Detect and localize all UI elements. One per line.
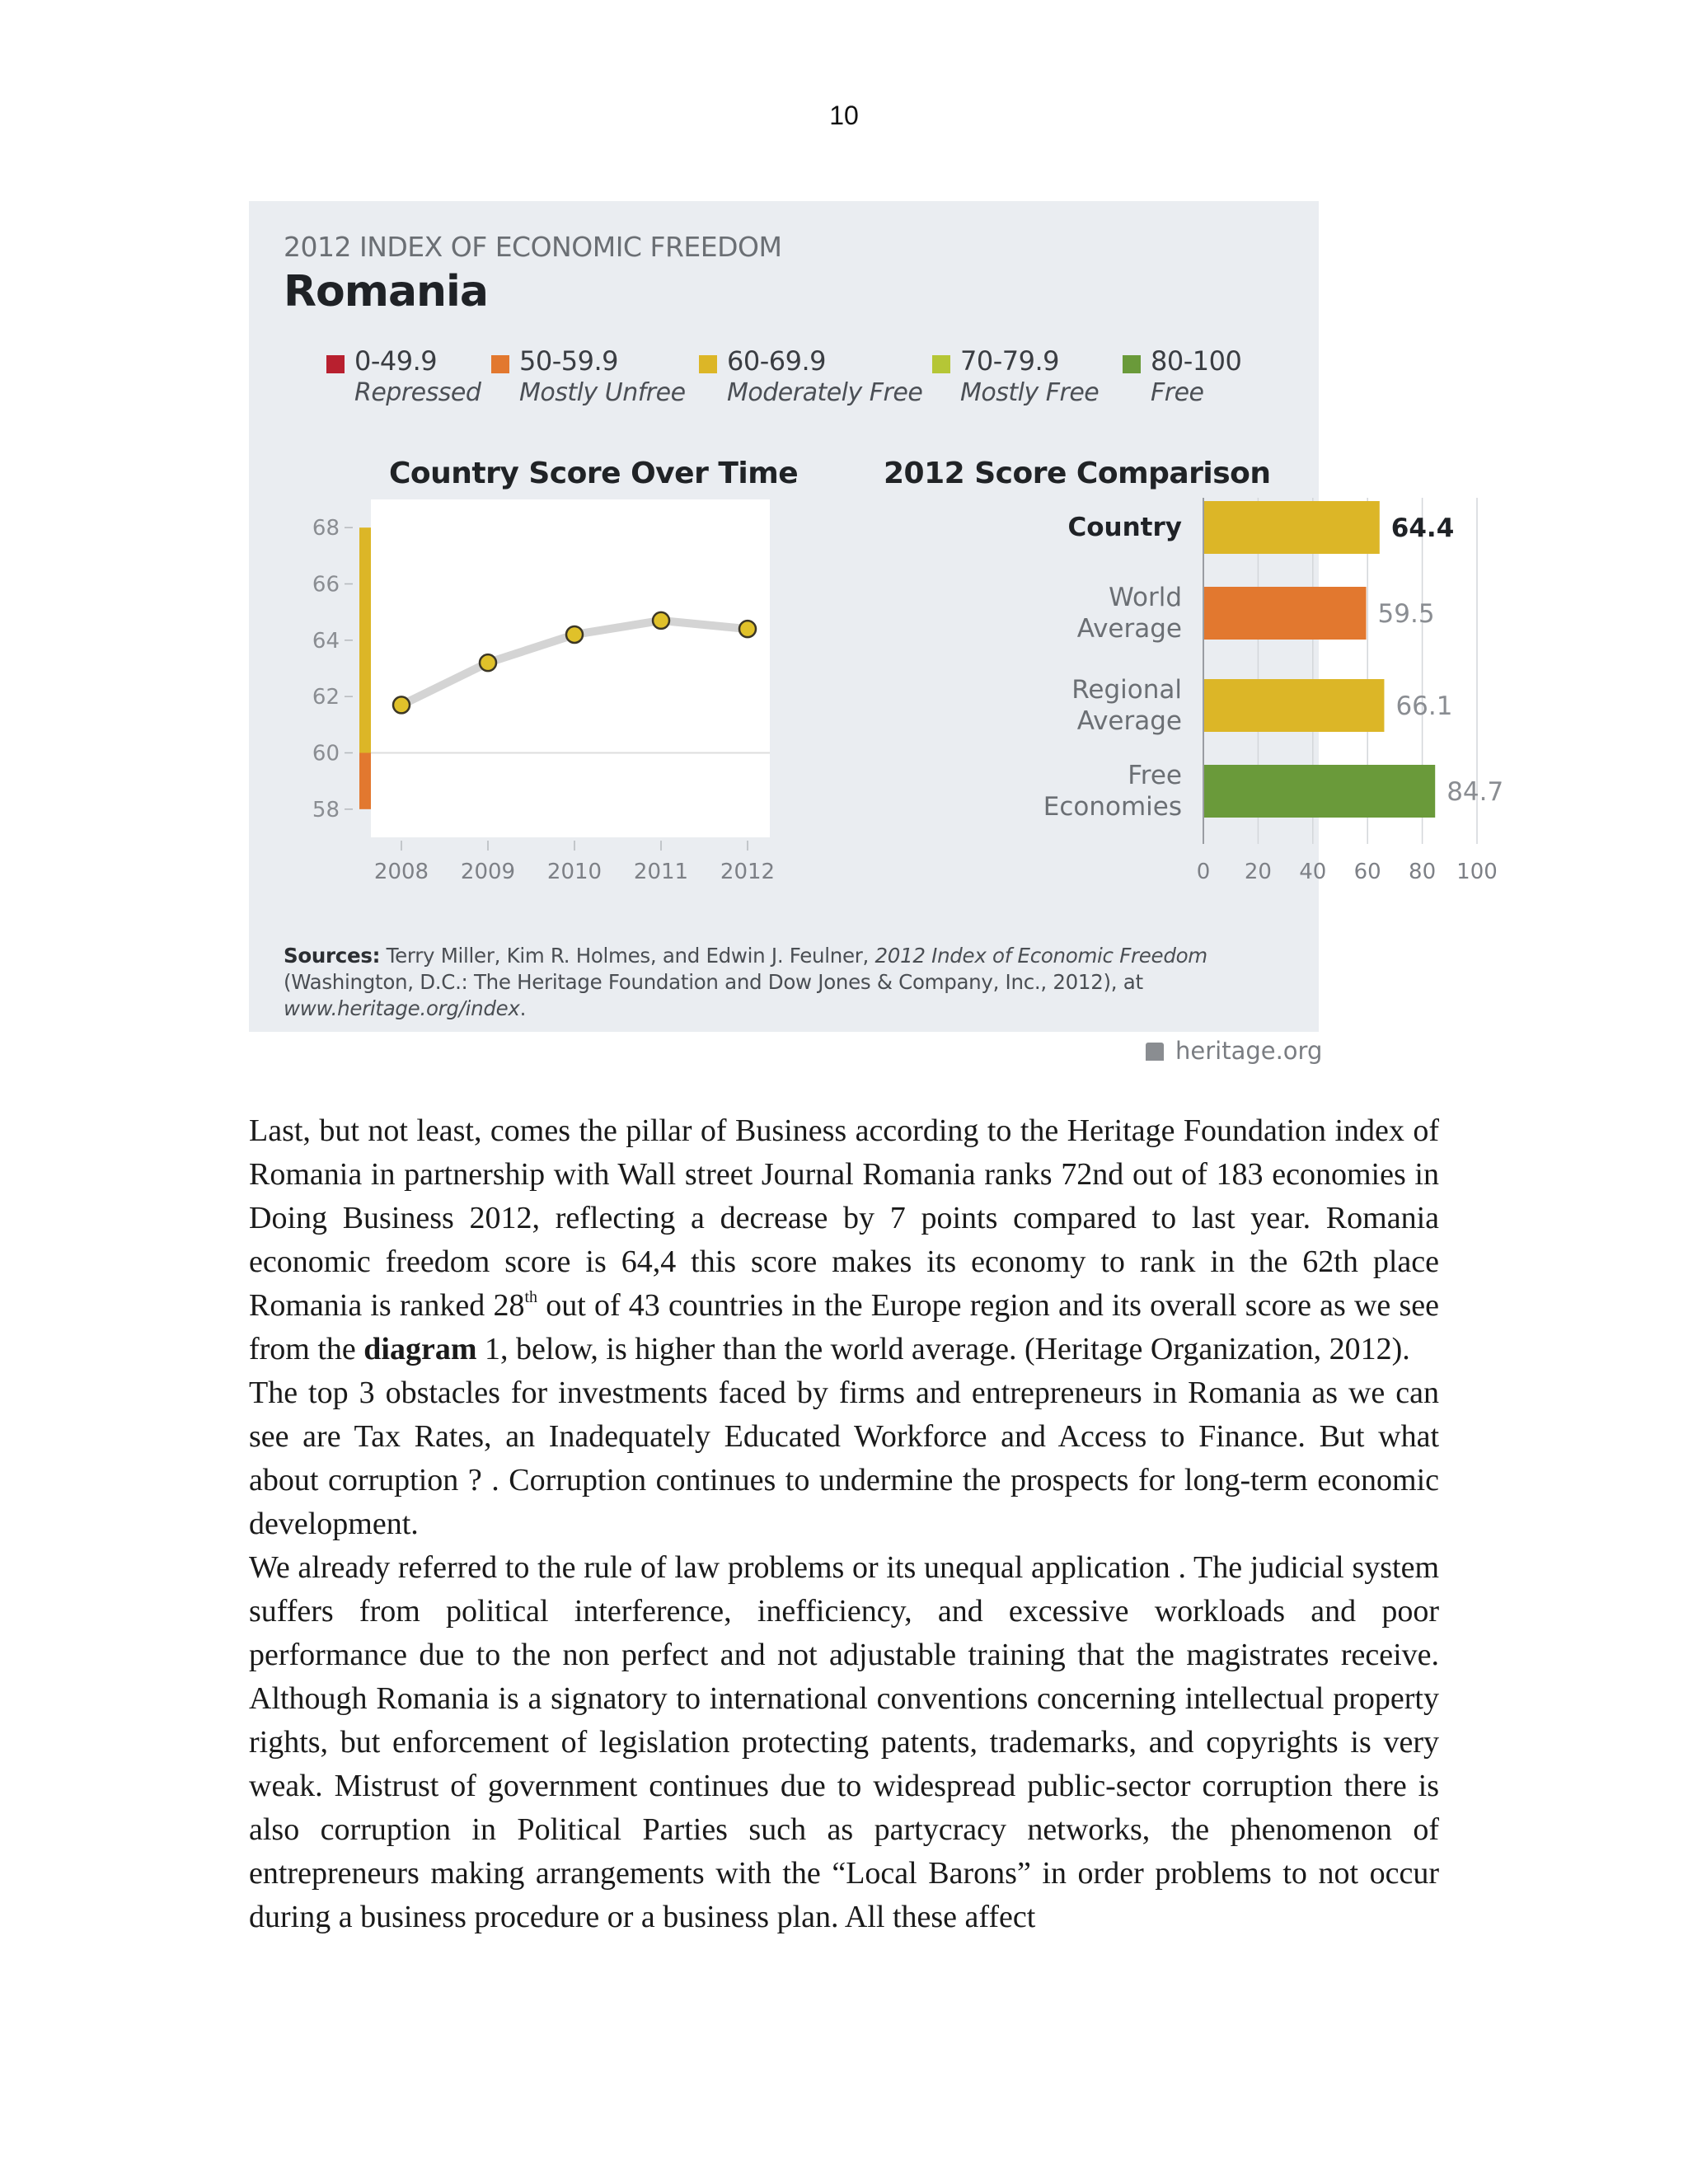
body-text [249,1109,1439,1939]
axis-band-mostly-unfree [359,753,371,809]
sources-url: www.heritage.org/index [284,996,520,1020]
bar-value-label: 64.4 [1390,513,1455,543]
sources-end: . [519,996,527,1020]
x-tick-label: 80 [1409,860,1437,884]
legend-swatch [326,355,345,373]
score-point [566,626,583,643]
score-point [739,621,756,637]
legend-range: 0-49.9 [354,345,438,377]
sources-text: Terry Miller, Kim R. Holmes, and Edwin J. Feulner, [380,944,875,968]
figure-subtitle: 2012 INDEX OF ECONOMIC FREEDOM [284,231,782,263]
figure-credit [1146,1037,1322,1065]
legend-label: Mostly Free [960,378,1100,407]
x-tick-label: 60 [1353,860,1381,884]
legend-range: 80-100 [1151,345,1242,377]
comparison-bar [1203,501,1380,554]
legend-label: Mostly Unfree [519,378,686,407]
comparison-bar [1203,587,1367,640]
x-tick-label: 2009 [460,860,516,884]
comparison-bar [1203,765,1435,818]
paragraph-3: We already referred to the rule of law problems or its unequal application . The judicial system suffers from political interference, inefficiency, and excessive workloads and poor performance due to the non perfect and not adjustable training that the magistrates receive. Although Romania is a signatory to international conventions concerning intellectual property rights, but enforcement of legislation protecting patents, trademarks, and copyrights is very weak. Mistrust of government continues due to widespread public-sector corruption there is also corruption in Political Parties such as partycracy networks, the phenomenon of entrepreneurs making arrangements with the “Local Barons” in order problems to not occur during a business procedure or a business plan. All these affect [249,1550,1439,1934]
score-comparison-chart [760,498,1504,959]
bell-icon [1146,1043,1164,1061]
axis-band-moderately-free [359,527,371,752]
x-tick-label: 20 [1244,860,1272,884]
legend-swatch [932,355,950,373]
y-tick-label: 60 [312,741,340,766]
paragraph-1 [249,1109,1439,1371]
economic-freedom-figure [249,201,1504,1032]
category-label: Regional [1071,675,1182,705]
p1-text-c: 1, below, is higher than the world average. (Heritage Organization, 2012). [476,1332,1410,1366]
credit-text: heritage.org [1175,1037,1323,1065]
p1-bold: diagram [363,1332,477,1366]
bar-value-label: 84.7 [1447,777,1504,807]
score-point [480,654,496,671]
figure-country-title: Romania [284,267,488,316]
legend-label: Moderately Free [727,378,923,407]
p1-superscript: th [524,1288,538,1306]
comparison-bar [1203,679,1384,732]
legend-range: 60-69.9 [727,345,827,377]
legend-range: 70-79.9 [960,345,1060,377]
legend-range: 50-59.9 [519,345,619,377]
sources-text-2: (Washington, D.C.: The Heritage Foundation and Dow Jones & Company, Inc., 2012), at [284,970,1143,994]
x-tick-label: 2008 [373,860,429,884]
legend-swatch [1123,355,1141,373]
y-tick-label: 58 [312,797,340,823]
x-tick-label: 2011 [633,860,689,884]
figure-sources [284,943,1306,1022]
legend-label: Free [1151,378,1204,407]
category-label: Country [1067,513,1182,542]
sources-label: Sources: [284,944,381,968]
x-tick-label: 0 [1196,860,1211,884]
category-label: Average [1076,706,1182,736]
line-chart-title: Country Score Over Time [389,457,799,490]
bar-value-label: 59.5 [1377,599,1435,629]
page-number: 10 [829,101,859,130]
x-tick-label: 2012 [720,860,776,884]
x-tick-label: 2010 [546,860,603,884]
category-label: Free [1128,761,1182,790]
plot-area [371,499,770,837]
y-tick-label: 62 [312,685,340,710]
x-tick-label: 40 [1299,860,1327,884]
sources-title: 2012 Index of Economic Freedom [874,944,1207,968]
category-label: Economies [1043,792,1182,822]
y-tick-label: 68 [312,516,340,541]
bar-value-label: 66.1 [1395,691,1453,721]
paragraph-2: The top 3 obstacles for investments faced by firms and entrepreneurs in Romania as we can see are Tax Rates, an Inadequately Educated Workforce and Access to Finance. But what about corruption ? . Corruption continues to undermine the prospects for long-term economic development. [249,1376,1439,1541]
y-tick-label: 66 [312,572,340,598]
legend-swatch [491,355,509,373]
legend-swatch [699,355,717,373]
p1-text-b: out of 43 countries in the Europe region and its overall score as we see from the [249,1288,1439,1366]
y-tick-label: 64 [312,628,340,654]
score-point [393,696,410,713]
bar-chart-title: 2012 Score Comparison [884,457,1271,490]
x-tick-label: 100 [1456,860,1498,884]
legend-label: Repressed [354,378,481,407]
p1-text-a: Last, but not least, comes the pillar of Business according to the Heritage Foundation index of Romania in partnership with Wall street Journal Romania ranks 72nd out of 183 economies in Doing Business 2012, reflecting a decrease by 7 points compared to last year. Romania economic freedom score is 64,4 this score makes its economy to rank in the 62th place Romania is ranked 28 [249,1113,1439,1323]
score-point [653,612,669,629]
category-label: Average [1076,614,1182,644]
category-label: World [1109,583,1182,612]
